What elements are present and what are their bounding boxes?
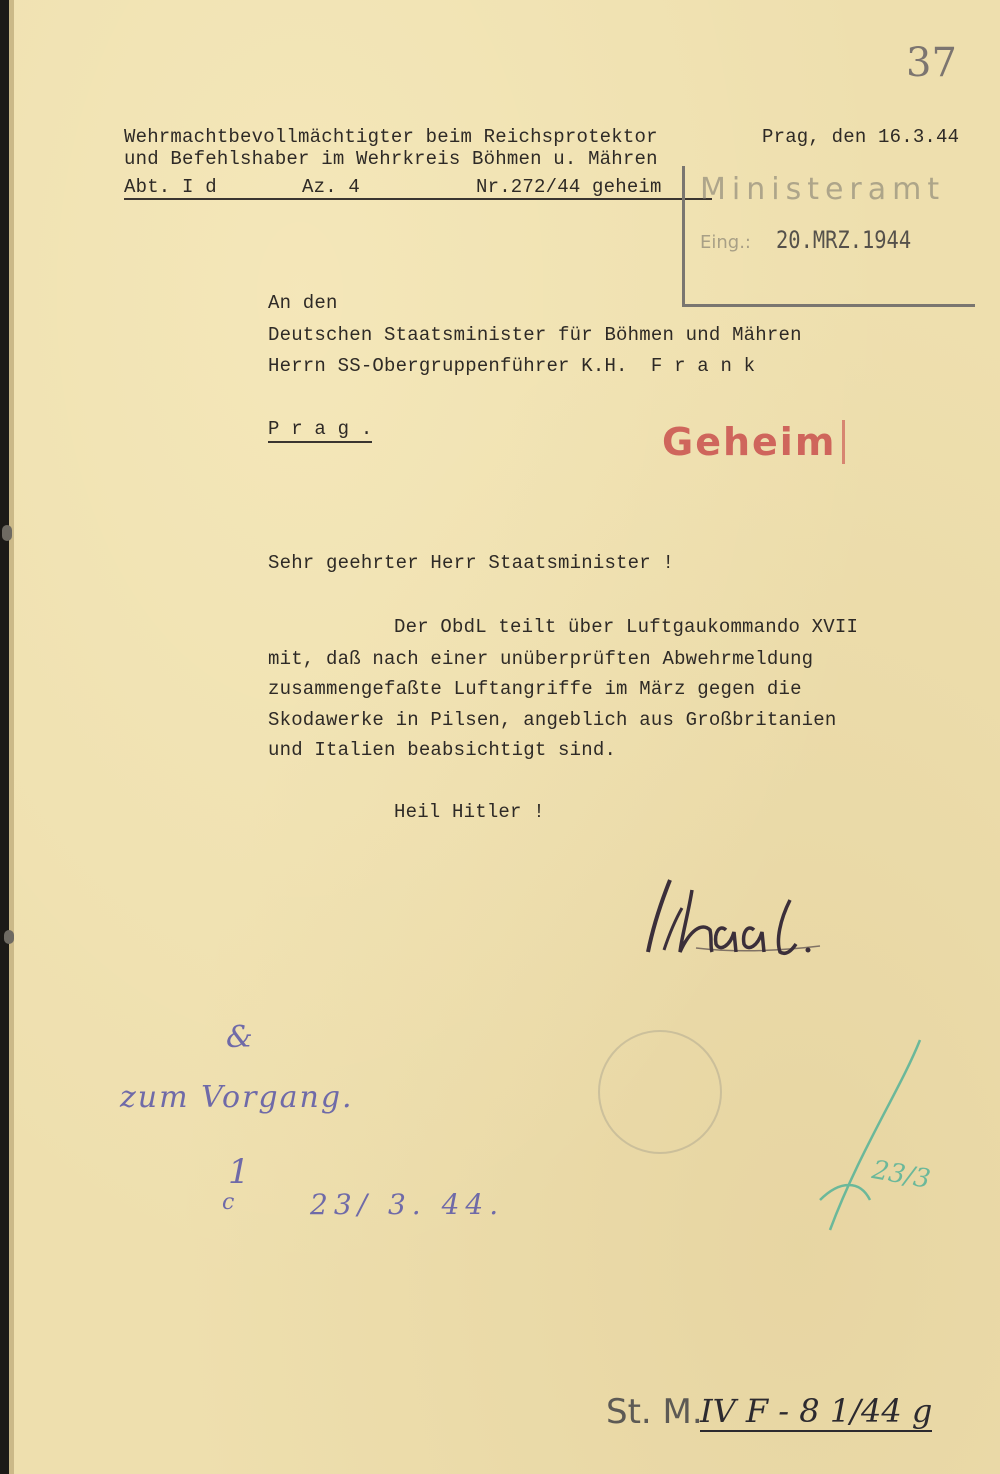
faint-round-stamp <box>598 1030 722 1154</box>
body-line-3: zusammengefaßte Luftangriffe im März gegen die <box>268 678 802 700</box>
page-number: 37 <box>906 40 957 86</box>
incoming-stamp-label: Eing.: <box>700 232 751 253</box>
left-binding-edge <box>0 0 9 1474</box>
punch-hole-icon <box>4 930 14 944</box>
body-line-5: und Italien beabsichtigt sind. <box>268 739 617 761</box>
reference-az: Az. 4 <box>302 176 361 198</box>
body-line-2: mit, daß nach einer unüberprüften Abwehrmeldung <box>268 648 814 670</box>
incoming-stamp-date: 20.MRZ.1944 <box>776 226 912 254</box>
incoming-stamp-office: Ministeramt <box>700 172 946 207</box>
body-line-1: Der ObdL teilt über Luftgaukommando XVII <box>394 616 859 638</box>
reference-abt: Abt. I d <box>124 176 217 198</box>
file-ref-number: IV F - 8 1/44 g <box>700 1392 933 1430</box>
punch-hole-icon <box>2 525 12 541</box>
closing: Heil Hitler ! <box>394 801 545 823</box>
salutation: Sehr geehrter Herr Staatsminister ! <box>268 552 675 574</box>
classification-stamp: Geheim <box>656 420 845 464</box>
address-line-2: Deutschen Staatsminister für Böhmen und Mähren <box>268 324 802 346</box>
address-line-1: An den <box>268 292 338 314</box>
reference-nr: Nr.272/44 geheim <box>476 176 662 198</box>
handwritten-note-line-1: zum Vorgang. <box>120 1080 354 1115</box>
address-city: P r a g . <box>268 420 372 443</box>
green-date: 23/3 <box>869 1155 933 1195</box>
handwritten-note-mark: & <box>226 1020 253 1055</box>
letterhead-line-2: und Befehlshaber im Wehrkreis Böhmen u. Mähren <box>124 148 658 170</box>
place-date: Prag, den 16.3.44 <box>762 126 960 148</box>
address-line-3: Herrn SS-Obergruppenführer K.H. F r a n k <box>268 355 756 377</box>
file-ref-prefix: St. M. <box>606 1392 703 1432</box>
reference-underline <box>124 198 712 200</box>
left-paper-margin <box>9 0 14 1474</box>
signature <box>630 860 920 970</box>
body-line-4: Skodawerke in Pilsen, angeblich aus Großbritanien <box>268 709 837 731</box>
handwritten-note-date: 23/ 3. 44. <box>310 1188 505 1221</box>
handwritten-note-one: 1 <box>228 1152 250 1192</box>
handwritten-note-c: c <box>222 1190 235 1215</box>
green-initial-mark <box>800 1030 940 1250</box>
letterhead-line-1: Wehrmachtbevollmächtigter beim Reichsprotektor <box>124 126 658 148</box>
